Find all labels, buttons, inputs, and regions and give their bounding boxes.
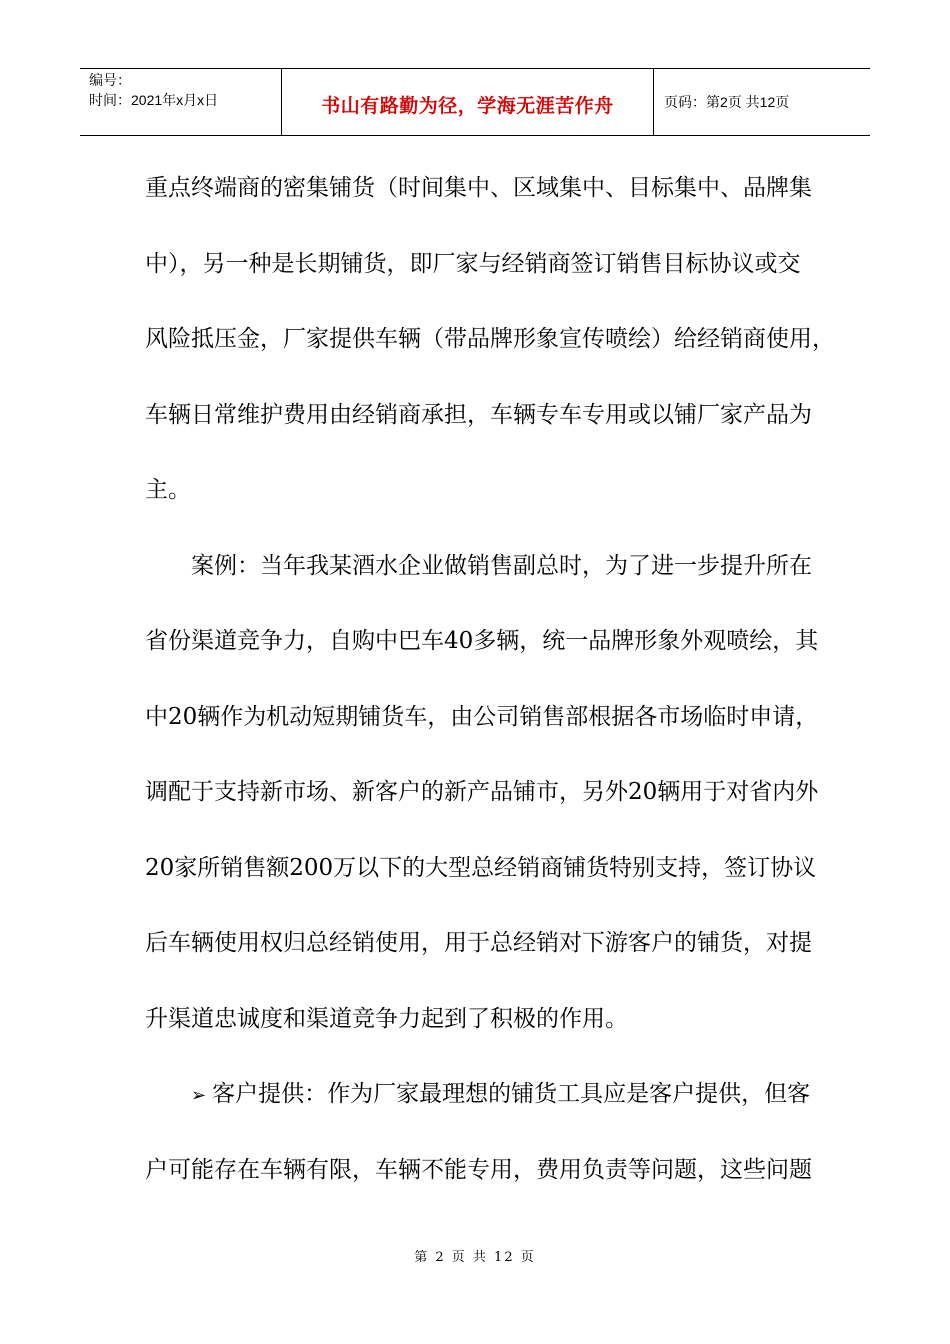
header-meta <box>80 69 281 135</box>
body-line: 风险抵压金，厂家提供车辆（带品牌形象宣传喷绘）给经销商使用， <box>145 326 835 352</box>
body-line: 后车辆使用权归总经销使用，用于总经销对下游客户的铺货，对提 <box>145 930 812 956</box>
body-line: 车辆日常维护费用由经销商承担，车辆专车专用或以铺厂家产品为 <box>145 401 812 428</box>
header-motto: 书山有路勤为径，学海无涯苦作舟 <box>321 94 614 117</box>
bullet-paragraph <box>145 1072 825 1117</box>
body-line: 户可能存在车辆有限，车辆不能专用，费用负责等问题，这些问题 <box>145 1156 812 1183</box>
page-footer: 第 2 页 共 12 页 <box>414 1250 536 1265</box>
body-line: 客户提供：作为厂家最理想的铺货工具应是客户提供，但客 <box>212 1081 811 1107</box>
body-line: 20家所销售额200万以下的大型总经销商铺货特别支持，签订协议 <box>145 854 817 881</box>
body-line: 中20辆作为机动短期铺货车，由公司销售部根据各市场临时申请， <box>145 703 819 730</box>
header-number-label: 编号： <box>89 72 131 88</box>
header-page-info: 页码：第2页 共12页 <box>664 94 790 110</box>
body-line: 主。 <box>145 477 191 503</box>
body-line: 重点终端商的密集铺货（时间集中、区域集中、目标集中、品牌集 <box>145 175 812 201</box>
arrow-bullet-icon: ➢ <box>191 1085 207 1106</box>
header-date-label: 时间：2021年x月x日 <box>89 92 219 108</box>
body-line: 中），另一种是长期铺货，即厂家与经销商签订销售目标协议或交 <box>145 250 801 277</box>
body-line-case-start: 案例：当年我某酒水企业做销售副总时，为了进一步提升所在 <box>191 552 812 579</box>
body-line: 调配于支持新市场、新客户的新产品铺市，另外20辆用于对省内外 <box>145 779 819 805</box>
body-line: 省份渠道竞争力，自购中巴车40多辆，统一品牌形象外观喷绘，其 <box>145 628 819 654</box>
document-header <box>80 68 870 136</box>
header-page-info-cell <box>654 69 870 135</box>
header-motto-cell <box>281 69 654 135</box>
document-body <box>145 166 835 1223</box>
body-line: 升渠道忠诚度和渠道竞争力起到了积极的作用。 <box>145 1005 628 1032</box>
